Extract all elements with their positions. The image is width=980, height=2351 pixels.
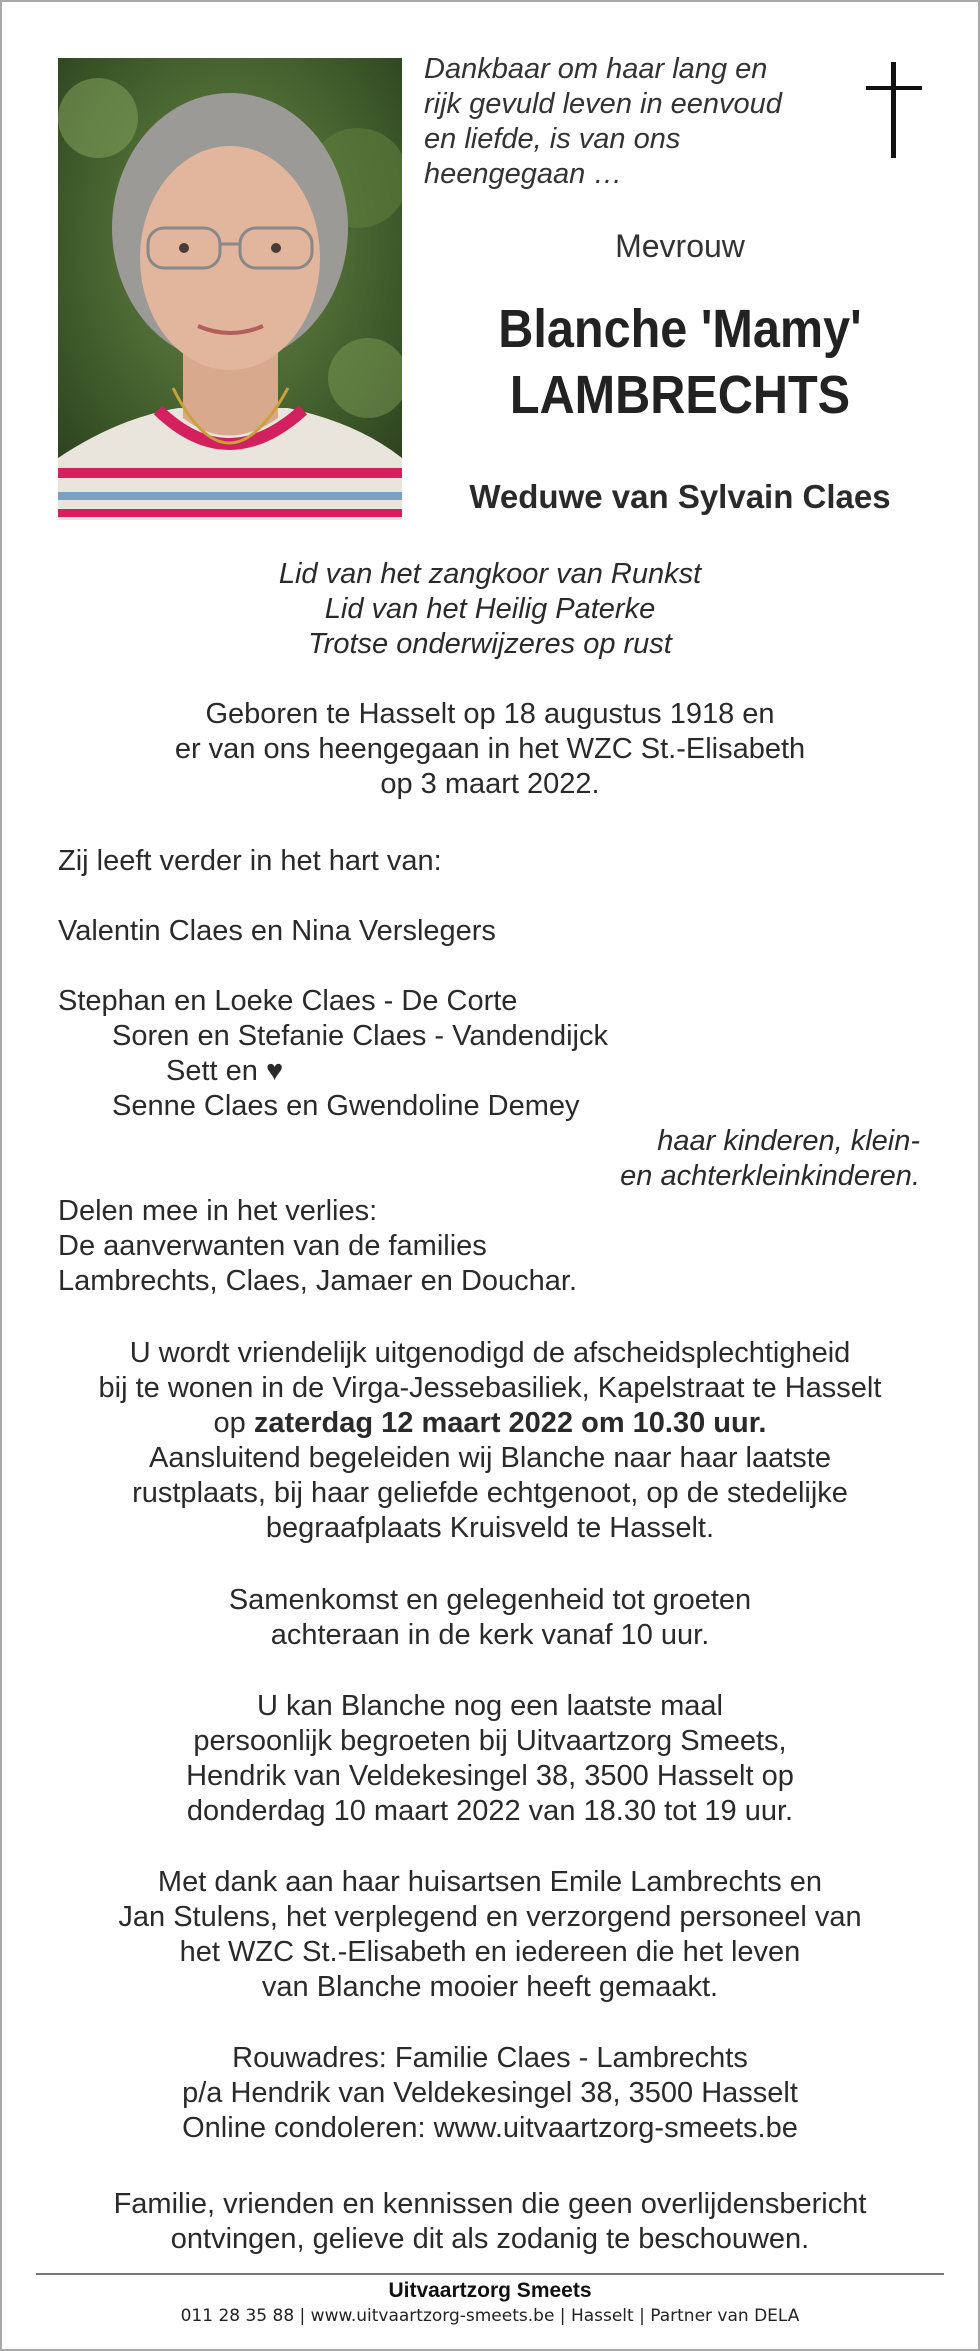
lives-on-heading: Zij leeft verder in het hart van: [58, 845, 442, 877]
thanks-line: het WZC St.-Elisabeth en iedereen die het leven [179, 1936, 801, 1968]
address-line: Online condoleren: www.uitvaartzorg-smeets.be [182, 2112, 798, 2144]
gathering-line: Samenkomst en gelegenheid tot groeten [228, 1584, 752, 1616]
family-grandchildren-2: Senne Claes en Gwendoline Demey [112, 1090, 580, 1122]
family-great-grandchildren: Sett en ♥ [166, 1055, 284, 1087]
family-children-1: Valentin Claes en Nina Verslegers [58, 915, 496, 947]
widow-of: Weduwe van Sylvain Claes [469, 478, 891, 515]
thanks-line: van Blanche mooier heeft gemaakt. [261, 1971, 719, 2003]
title-line: Trotse onderwijzeres op rust [308, 628, 672, 660]
ceremony-date-line [40, 1406, 940, 1441]
thanks-line: Met dank aan haar huisartsen Emile Lambrechts en [157, 1866, 823, 1898]
cross-icon [866, 62, 922, 158]
visit-block [40, 1689, 940, 1829]
address-block [40, 2041, 940, 2146]
intro-line: en liefde, is van ons [424, 123, 681, 155]
birth-block [40, 697, 940, 802]
ceremony-line: U wordt vriendelijk uitgenodigd de afscheidsplechtigheid [129, 1337, 851, 1369]
birth-line: er van ons heengegaan in het WZC St.-Elisabeth [174, 733, 806, 765]
birth-line: op 3 maart 2022. [380, 768, 600, 800]
titles-block [40, 557, 940, 662]
title-line: Lid van het Heilig Paterke [324, 593, 656, 625]
intro-line: heengegaan … [424, 158, 623, 190]
deceased-last-name: LAMBRECHTS [509, 365, 851, 425]
address-line: p/a Hendrik van Veldekesingel 38, 3500 Hasselt [182, 2077, 798, 2109]
ceremony-date: zaterdag 12 maart 2022 om 10.30 uur. [253, 1407, 767, 1439]
ceremony-line: begraafplaats Kruisveld te Hasselt. [265, 1512, 715, 1544]
ceremony-block [40, 1336, 940, 1546]
closing-block [40, 2187, 940, 2257]
ceremony-line: rustplaats, bij haar geliefde echtgenoot, op de stedelijke [132, 1477, 848, 1509]
salutation: Mevrouw [615, 228, 745, 264]
intro-text [424, 52, 844, 192]
birth-line: Geboren te Hasselt op 18 augustus 1918 en [205, 698, 775, 730]
thanks-line: Jan Stulens, het verplegend en verzorgend personeel van [118, 1901, 862, 1933]
share-loss-line: De aanverwanten van de families [58, 1230, 487, 1262]
intro-line: Dankbaar om haar lang en [424, 53, 768, 85]
visit-line: persoonlijk begroeten bij Uitvaartzorg Smeets, [193, 1725, 787, 1757]
footer-company: Uitvaartzorg Smeets [388, 2279, 592, 2302]
intro-line: rijk gevuld leven in eenvoud [424, 88, 782, 120]
closing-line: Familie, vrienden en kennissen die geen overlijdensbericht [113, 2188, 867, 2220]
closing-line: ontvingen, gelieve dit als zodanig te beschouwen. [170, 2223, 810, 2255]
family-caption-line: haar kinderen, klein- [657, 1125, 920, 1157]
address-line: Rouwadres: Familie Claes - Lambrechts [232, 2042, 748, 2074]
visit-line: donderdag 10 maart 2022 van 18.30 tot 19 uur. [186, 1795, 794, 1827]
ceremony-line: bij te wonen in de Virga-Jessebasiliek, Kapelstraat te Hasselt [98, 1372, 882, 1404]
gathering-line: achteraan in de kerk vanaf 10 uur. [270, 1619, 710, 1651]
family-children-2: Stephan en Loeke Claes - De Corte [58, 985, 518, 1017]
title-line: Lid van het zangkoor van Runkst [278, 558, 702, 590]
footer-divider [36, 2273, 944, 2275]
share-loss-line: Delen mee in het verlies: [58, 1195, 378, 1227]
gathering-block [40, 1583, 940, 1653]
family-caption [620, 1124, 920, 1194]
family-caption-line: en achterkleinkinderen. [620, 1160, 920, 1192]
deceased-name [446, 296, 914, 428]
portrait-photo [58, 58, 402, 520]
deceased-first-name: Blanche 'Mamy' [498, 299, 862, 359]
visit-line: Hendrik van Veldekesingel 38, 3500 Hasselt op [186, 1760, 794, 1792]
footer-info: 011 28 35 88 | www.uitvaartzorg-smeets.be | Hasselt | Partner van DELA [180, 2306, 800, 2326]
ceremony-date-prefix: op [213, 1407, 254, 1439]
family-grandchildren-1: Soren en Stefanie Claes - Vandendijck [112, 1020, 608, 1052]
thanks-block [40, 1865, 940, 2005]
visit-line: U kan Blanche nog een laatste maal [257, 1690, 723, 1722]
ceremony-line: Aansluitend begeleiden wij Blanche naar haar laatste [149, 1442, 831, 1474]
share-loss-line: Lambrechts, Claes, Jamaer en Douchar. [58, 1265, 578, 1297]
share-loss-block [58, 1194, 577, 1299]
